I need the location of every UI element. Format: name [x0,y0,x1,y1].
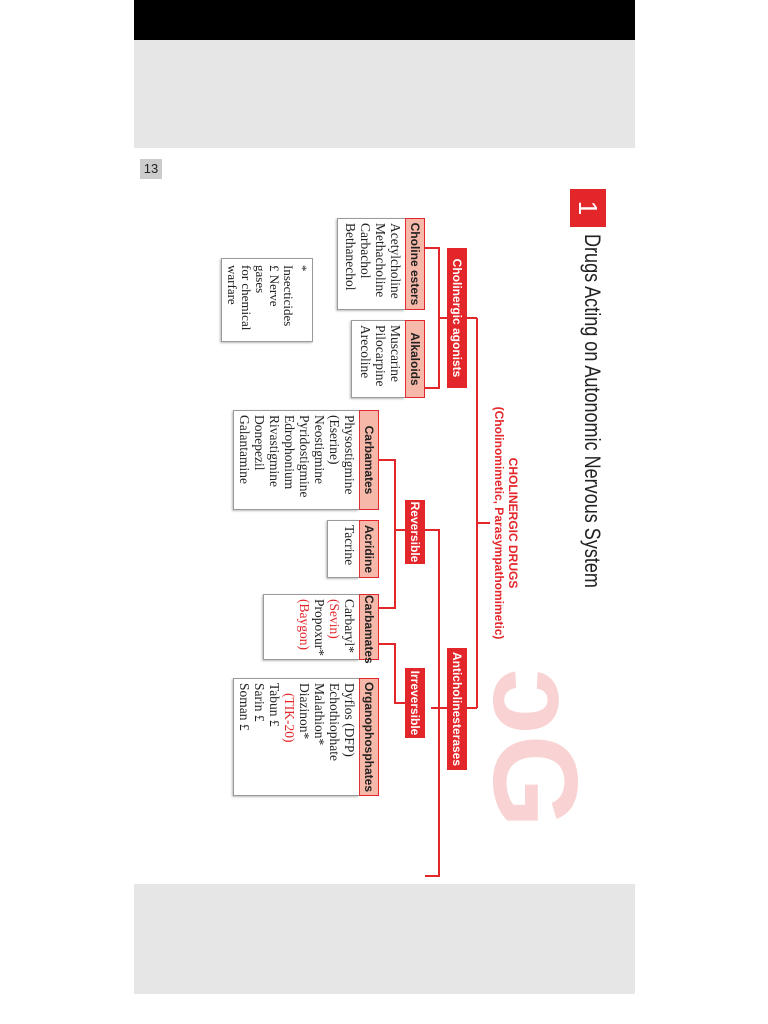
group-list-alkaloids [351,320,405,398]
chapter-number: 1 [570,189,606,227]
list-item: Muscarine [388,325,403,382]
footnote-line: for chemical [239,265,254,331]
list-item: Galantamine [237,415,252,484]
group-list-irreversible-carbamates [263,594,359,660]
connector-alkaloids [425,318,439,388]
footnote-box [221,258,313,342]
list-item: Methacholine [373,223,388,298]
list-item: Dyflos (DFP) [342,683,357,757]
list-item: Malathion* [312,683,327,746]
list-item: Sarin £ [252,683,267,722]
group-header-reversible-carbamates: Carbamates [359,410,379,510]
top-black-bar [134,0,635,40]
group-list-choline-esters [337,218,405,310]
list-item: Pilocarpine [373,325,388,387]
diagram-title-line1: CHOLINERGIC DRUGS [506,457,520,589]
group-list-reversible-carbamates [233,410,359,510]
list-item: Edrophonium [282,415,297,490]
group-header-irreversible-carbamates: Carbamates [359,594,379,660]
list-item: Physostigmine [342,415,357,495]
footnote-line: * Insecticides [281,265,310,327]
list-item: Soman £ [237,683,252,731]
chapter-title: Drugs Acting on Autonomic Nervous System [580,234,605,588]
list-item: Bethanechol [343,223,358,291]
bottom-gray-margin [134,884,635,994]
top-gray-margin [134,40,635,148]
document-page [134,148,635,884]
branch-reversible: Reversible [405,500,425,564]
list-item: Acetylcholine [388,223,403,299]
diagram-title-line2: (Cholinomimetic, Parasympathomimetic) [492,406,506,640]
group-list-acridine [327,520,359,578]
page-number: 13 [140,159,162,179]
group-header-choline-esters: Choline esters [405,218,425,310]
connector-irr-carbamates [379,644,405,703]
list-item: (TIK-20) [282,693,297,743]
rotated-diagram-canvas [134,148,635,884]
group-header-alkaloids: Alkaloids [405,320,425,398]
connector-rev-carbamates [379,460,405,530]
list-item: Tacrine [342,525,357,566]
list-item: (Baygon) [297,599,312,650]
footnote-line: warfare [225,265,240,305]
list-item: Diazinon* [297,683,312,740]
list-item: Tabun £ [267,683,282,727]
list-item: Arecoline [358,325,373,379]
watermark: ɔG [468,668,602,829]
list-item: Echothiophate [327,683,342,761]
branch-irreversible: Irreversible [405,668,425,738]
list-item: Rivastigmine [267,415,282,487]
list-item: Donepezil [252,415,267,471]
group-header-organophosphates: Organophosphates [359,678,379,796]
list-item: (Eserine) [327,415,342,465]
list-item: Pyridostigmine [297,415,312,498]
list-item: Carbachol [358,223,373,279]
branch-cholinergic-agonists: Cholinergic agonists [447,248,467,388]
branch-anticholinesterases: Anticholinesterases [447,648,467,770]
connector-choline-esters [425,248,447,318]
list-item: (Sevin) [327,599,342,639]
footnote-line: £ Nerve gases [253,265,282,307]
group-header-acridine: Acridine [359,520,379,578]
list-item: Carbaryl* [342,599,357,653]
connector-acridine [379,530,395,608]
diagram-title [492,388,520,658]
group-list-organophosphates [233,678,359,796]
list-item: Neostigmine [312,415,327,484]
connector-reversible [425,530,447,708]
list-item: Propoxur* [312,599,327,656]
